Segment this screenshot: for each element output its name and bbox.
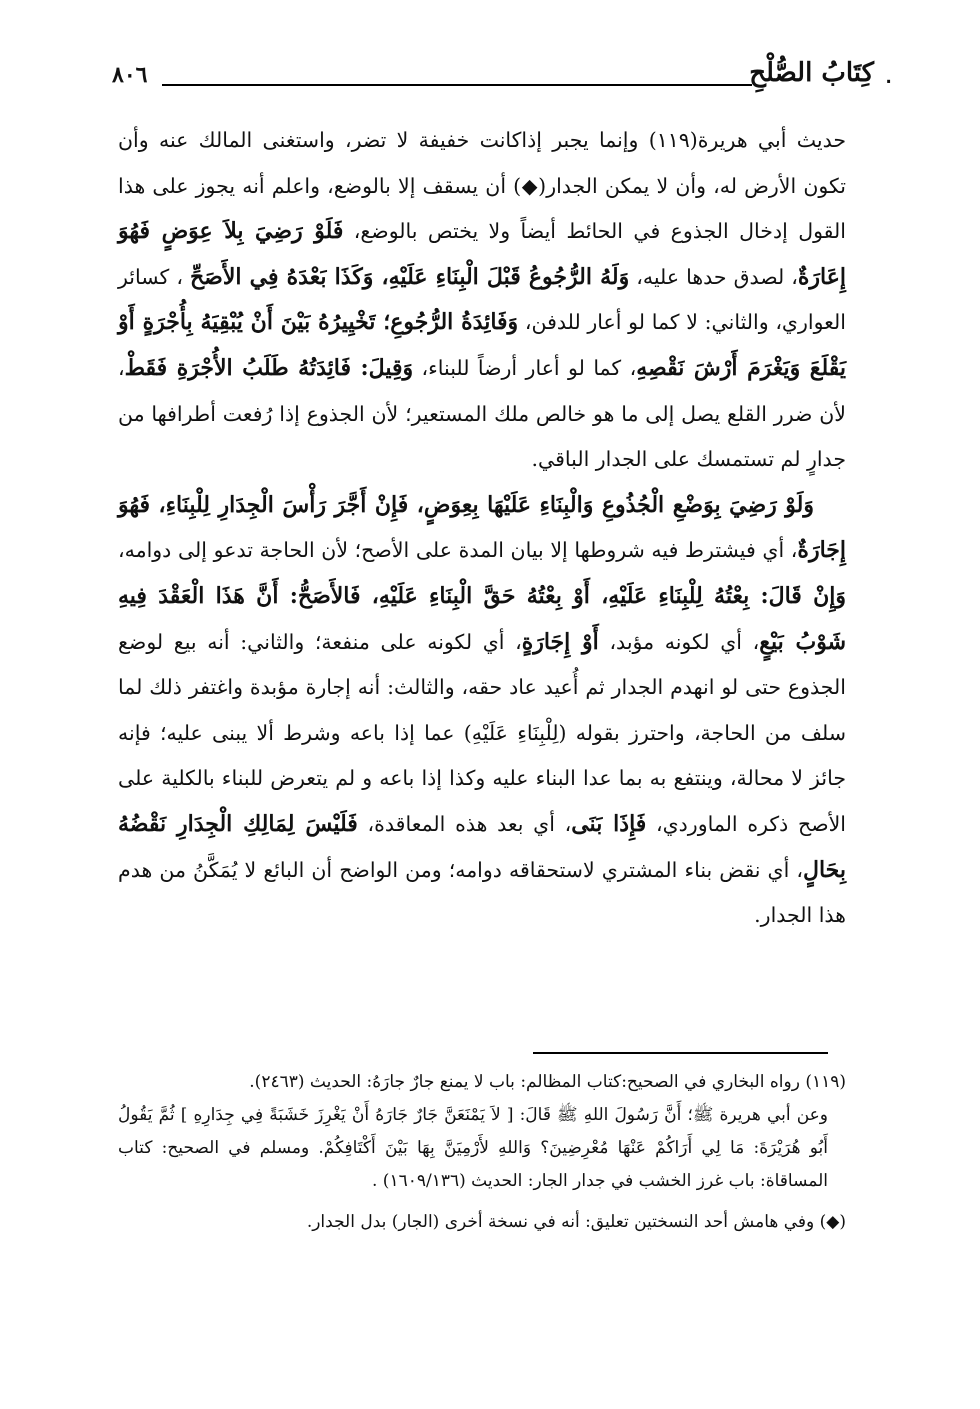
text-run: ، أي فيشترط فيه شروطها إلا بيان المدة على الأصح؛ لأن الحاجة تدعو إلى دوامه،	[118, 538, 798, 563]
text-run: ، أي لكونه مؤبد،	[598, 629, 760, 654]
footnote-ref-diamond[interactable]: (◆)	[513, 173, 547, 198]
matn-text: وَلَوْ رَضِيَ بِوَضْعِ الْجُذُوعِ وَالْبِنَاءِ عَلَيْهَا بِعِوَضٍ، فَإِنْ أَجَّرَ رَأْسَ الْجِدَارِ لِلْبِنَاءِ، فَهُوَ إِجَارَةٌ	[118, 491, 846, 564]
matn-text: وَإِنْ قَالَ: بِعْتُهُ لِلْبِنَاءِ عَلَيْهِ، أَوْ بِعْتُهُ حَقَّ الْبِنَاءِ عَلَيْهِ، فَالأَصَحُّ: أَنَّ هَذَا الْعَقْدَ فِيهِ شَوْبُ بَيْعٍ	[118, 582, 846, 655]
chapter-title: كِتَابُ الصُّلْحِ	[749, 58, 874, 88]
text-run: ، لصدق حدها عليه،	[629, 264, 798, 289]
matn-text: فَلَوْ رَضِيَ بِلاَ عِوَضٍ فَهُوَ إِعَارَةٌ	[118, 218, 846, 290]
footnotes	[118, 1066, 846, 1239]
paragraph-1	[118, 118, 846, 483]
text-run: ، لأن ضرر القلع يصل إلى ما هو خالص ملك المستعير؛ لأن الجذوع إذا رُفعت أطرافها من جدارٍ لم تستمسك على الجدار الباقي.	[118, 355, 846, 472]
page-number: ٨٠٦	[112, 62, 148, 88]
running-header	[112, 48, 894, 98]
text-run: ، أي لكونه على منفعة؛ والثاني: أنه بيع لوضع الجذوع حتى لو انهدم الجدار ثم أُعيد عاد حقه، والثالث: أنه إجارة مؤبدة واغتفر ذلك لما سلف من الحاجة، واحترز بقوله (لِلْبِنَاءِ عَلَيْهِ) عما إذا باعه وشرط ألا يبنى عليه؛ فإنه جائز لا محالة، وينتفع به بما عدا البناء عليه وكذا إذا باعه و لم يتعرض للبناء بالكلية على الأصح ذكره الماوردي،	[118, 629, 847, 836]
footnote-ref-119[interactable]: (١١٩)	[648, 128, 698, 152]
footnote-119-text: وعن أبي هريرة ﷺ؛ أَنَّ رَسُولَ اللهِ ﷺ قَالَ: [ لاَ يَمْنَعَنَّ جَارٌ جَارَهُ أَنْ يَغْرِزَ خَشَبَةً فِي جِدَارِهِ ] ثُمَّ يَقُولُ أَبُو هُرَيْرَةَ: مَا لِي أَرَاكُمْ عَنْهَا مُعْرِضِينَ؟ وَاللهِ لأَرْمِيَنَّ بِهَا بَيْنَ أَكْتَافِكُمْ. ومسلم في الصحيح: كتاب المساقاة: باب غرز الخشب في جدار الجار: الحديث (١٦٠٩/١٣٦) .	[118, 1105, 828, 1191]
footnote-diamond: (◆) وفي هامش أحد النسختين تعليق: أنه في نسخة أخرى (الجار) بدل الجدار.	[306, 1212, 846, 1232]
text-run: ، كما لو أعار أرضاً للبناء،	[413, 355, 637, 380]
matn-text: أَوْ إِجَارَةٍ	[521, 628, 599, 655]
corner-mark: ٠	[883, 68, 894, 92]
text-run: وإنما يجبر إذاكانت خفيفة لا تضر، واستغنى المالك عنه وأن تكون الأرض له، وأن لا يمكن الجدار	[118, 128, 846, 198]
matn-text: فَإِذَا بَنَى	[571, 810, 647, 837]
text-run: حديث أبي هريرة	[697, 128, 846, 152]
paragraph-2	[118, 483, 846, 939]
matn-text: وَفَائِدَةُ الرُّجُوعِ؛ تَخْيِيرُهُ بَيْنَ أَنْ يُبْقِيَهُ بِأُجْرَةٍ أَوْ يَقْلَعَ وَيَغْرَمَ أَرْشَ نَقْصِهِ	[118, 309, 847, 381]
footnote-separator	[533, 1052, 828, 1054]
main-text	[118, 118, 846, 939]
matn-text: وَقِيلَ: فَائِدَتُهُ طَلَبُ الأُجْرَةِ فَقَطْ	[124, 354, 414, 381]
footnote-119-source: (١١٩) رواه البخاري في الصحيح:كتاب المظالم: باب لا يمنع جارٌ جارَهُ: الحديث (٢٤٦٣).	[249, 1072, 846, 1092]
text-run: أن يسقف إلا بالوضع، واعلم أنه يجوز على هذا القول إدخال الجذوع في الحائط أيضاً ولا يختص بالوضع،	[118, 173, 846, 244]
header-rule	[162, 84, 752, 86]
matn-text: وَلَهُ الرُّجُوعُ قَبْلَ الْبِنَاءِ عَلَيْهِ، وَكَذَا بَعْدَهُ فِي الأَصَحِّ	[189, 263, 630, 290]
text-run: ، أي بعد هذه المعاقدة،	[357, 811, 572, 836]
text-run: ، كسائر العواري، والثاني: لا كما لو أعار للدفن،	[118, 264, 846, 335]
text-run: ، أي نقض بناء المشتري لاستحقاقه دوامه؛ ومن الواضح أن البائع لا يُمَكَّنُ من هدم هذا الجدار.	[118, 857, 846, 928]
matn-text: فَلَيْسَ لِمَالِكِ الْجِدَارِ نَقْضُهُ بِحَالٍ	[118, 810, 846, 883]
